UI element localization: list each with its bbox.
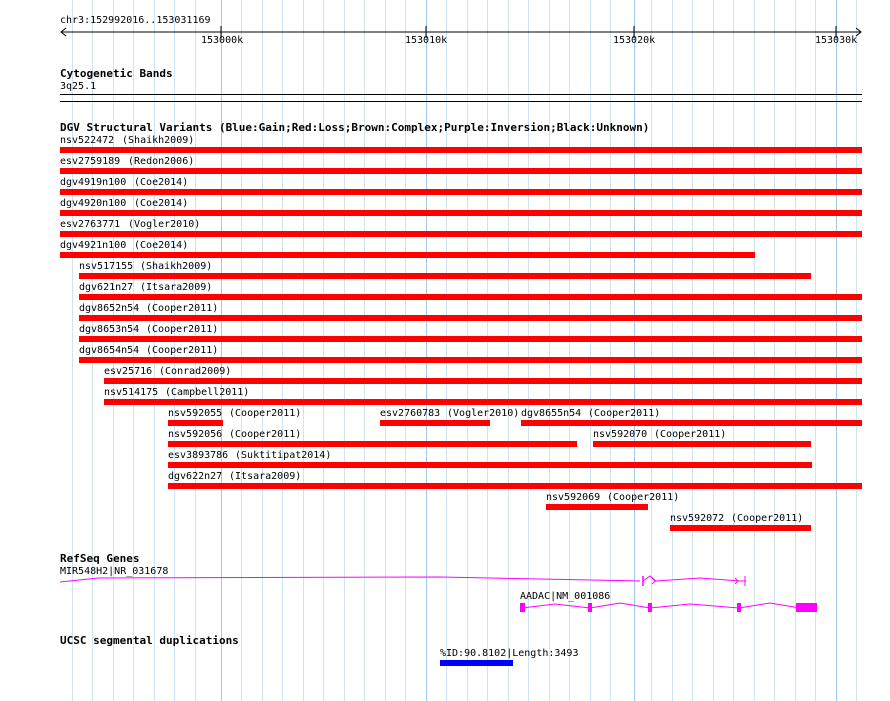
- gene-label-mir548h2[interactable]: MIR548H2|NR_031678: [60, 566, 169, 577]
- sv-loss-bar[interactable]: [79, 315, 862, 321]
- feature-study: (Cooper2011): [229, 408, 302, 419]
- ruler-tick-label: 153020k: [613, 35, 656, 46]
- feature-study: (Shaikh2009): [122, 135, 195, 146]
- feature-label[interactable]: dgv8652n54: [79, 303, 140, 314]
- sv-loss-bar[interactable]: [79, 294, 862, 300]
- segdup-track-title: UCSC segmental duplications: [60, 634, 239, 647]
- feature-label[interactable]: nsv514175: [104, 387, 159, 398]
- sv-loss-bar[interactable]: [79, 357, 862, 363]
- feature-study: (Cooper2011): [588, 408, 661, 419]
- dgv-track-title: DGV Structural Variants (Blue:Gain;Red:Loss;Brown:Complex;Purple:Inversion;Black:Unknown): [60, 121, 650, 134]
- feature-study: (Cooper2011): [146, 345, 219, 356]
- feature-label[interactable]: dgv8655n54: [521, 408, 582, 419]
- feature-label[interactable]: nsv592069: [546, 492, 601, 503]
- feature-label[interactable]: nsv517155: [79, 261, 134, 272]
- sv-loss-bar[interactable]: [60, 210, 862, 216]
- sv-loss-bar[interactable]: [168, 441, 577, 447]
- feature-label[interactable]: esv25716: [104, 366, 153, 377]
- feature-study: (Coe2014): [134, 177, 189, 188]
- feature-study: (Itsara2009): [140, 282, 213, 293]
- sv-loss-bar[interactable]: [60, 147, 862, 153]
- feature-label[interactable]: esv2760783: [380, 408, 441, 419]
- feature-label[interactable]: dgv8654n54: [79, 345, 140, 356]
- cytoband-track-title: Cytogenetic Bands: [60, 67, 173, 80]
- feature-label[interactable]: dgv4919n100: [60, 177, 127, 188]
- sv-loss-bar[interactable]: [104, 399, 862, 405]
- feature-study: (Cooper2011): [229, 429, 302, 440]
- cytoband-outline-top: [60, 94, 862, 95]
- sv-loss-bar[interactable]: [546, 504, 648, 510]
- feature-study: (Cooper2011): [654, 429, 727, 440]
- sv-loss-bar[interactable]: [380, 420, 490, 426]
- feature-label[interactable]: dgv4921n100: [60, 240, 127, 251]
- sv-loss-bar[interactable]: [168, 483, 862, 489]
- feature-label[interactable]: nsv592072: [670, 513, 725, 524]
- sv-loss-bar[interactable]: [60, 168, 862, 174]
- refseq-track-title: RefSeq Genes: [60, 552, 140, 565]
- feature-label[interactable]: nsv592055: [168, 408, 223, 419]
- feature-study: (Cooper2011): [731, 513, 804, 524]
- sv-loss-bar[interactable]: [60, 252, 755, 258]
- cytoband-label: 3q25.1: [60, 81, 97, 92]
- feature-label[interactable]: nsv522472: [60, 135, 115, 146]
- cytoband-outline-bottom: [60, 101, 862, 102]
- ruler-tick-label: 153010k: [405, 35, 448, 46]
- feature-label[interactable]: esv2763771: [60, 219, 121, 230]
- feature-label[interactable]: dgv4920n100: [60, 198, 127, 209]
- feature-label[interactable]: nsv592070: [593, 429, 648, 440]
- feature-study: (Vogler2010): [128, 219, 201, 230]
- feature-study: (Cooper2011): [607, 492, 680, 503]
- sv-loss-bar[interactable]: [60, 231, 862, 237]
- sv-loss-bar[interactable]: [79, 273, 811, 279]
- feature-label[interactable]: nsv592056: [168, 429, 223, 440]
- region-label: chr3:152992016..153031169: [60, 15, 211, 26]
- feature-label[interactable]: esv3893786: [168, 450, 229, 461]
- sv-loss-bar[interactable]: [593, 441, 811, 447]
- feature-study: (Campbell2011): [165, 387, 250, 398]
- feature-label[interactable]: dgv621n27: [79, 282, 134, 293]
- feature-study: (Conrad2009): [159, 366, 232, 377]
- sv-loss-bar[interactable]: [60, 189, 862, 195]
- ruler-tick-label: 153000k: [201, 35, 244, 46]
- feature-study: (Suktitipat2014): [235, 450, 332, 461]
- sv-loss-bar[interactable]: [670, 525, 811, 531]
- feature-study: (Cooper2011): [146, 324, 219, 335]
- segdup-bar[interactable]: [440, 660, 513, 666]
- feature-label[interactable]: dgv8653n54: [79, 324, 140, 335]
- feature-study: (Redon2006): [128, 156, 195, 167]
- ruler-tick-label: 153030k: [815, 35, 858, 46]
- sv-loss-bar[interactable]: [168, 420, 223, 426]
- sv-loss-bar[interactable]: [168, 462, 812, 468]
- feature-label[interactable]: esv2759189: [60, 156, 121, 167]
- feature-label[interactable]: dgv622n27: [168, 471, 223, 482]
- feature-study: (Itsara2009): [229, 471, 302, 482]
- feature-study: (Vogler2010): [447, 408, 520, 419]
- gene-label-aadac[interactable]: AADAC|NM_001086: [520, 591, 611, 602]
- feature-study: (Coe2014): [134, 198, 189, 209]
- segdup-feature-label[interactable]: %ID:90.8102|Length:3493: [440, 648, 579, 659]
- sv-loss-bar[interactable]: [79, 336, 862, 342]
- feature-study: (Cooper2011): [146, 303, 219, 314]
- feature-study: (Coe2014): [134, 240, 189, 251]
- feature-study: (Shaikh2009): [140, 261, 213, 272]
- sv-loss-bar[interactable]: [521, 420, 862, 426]
- sv-loss-bar[interactable]: [104, 378, 862, 384]
